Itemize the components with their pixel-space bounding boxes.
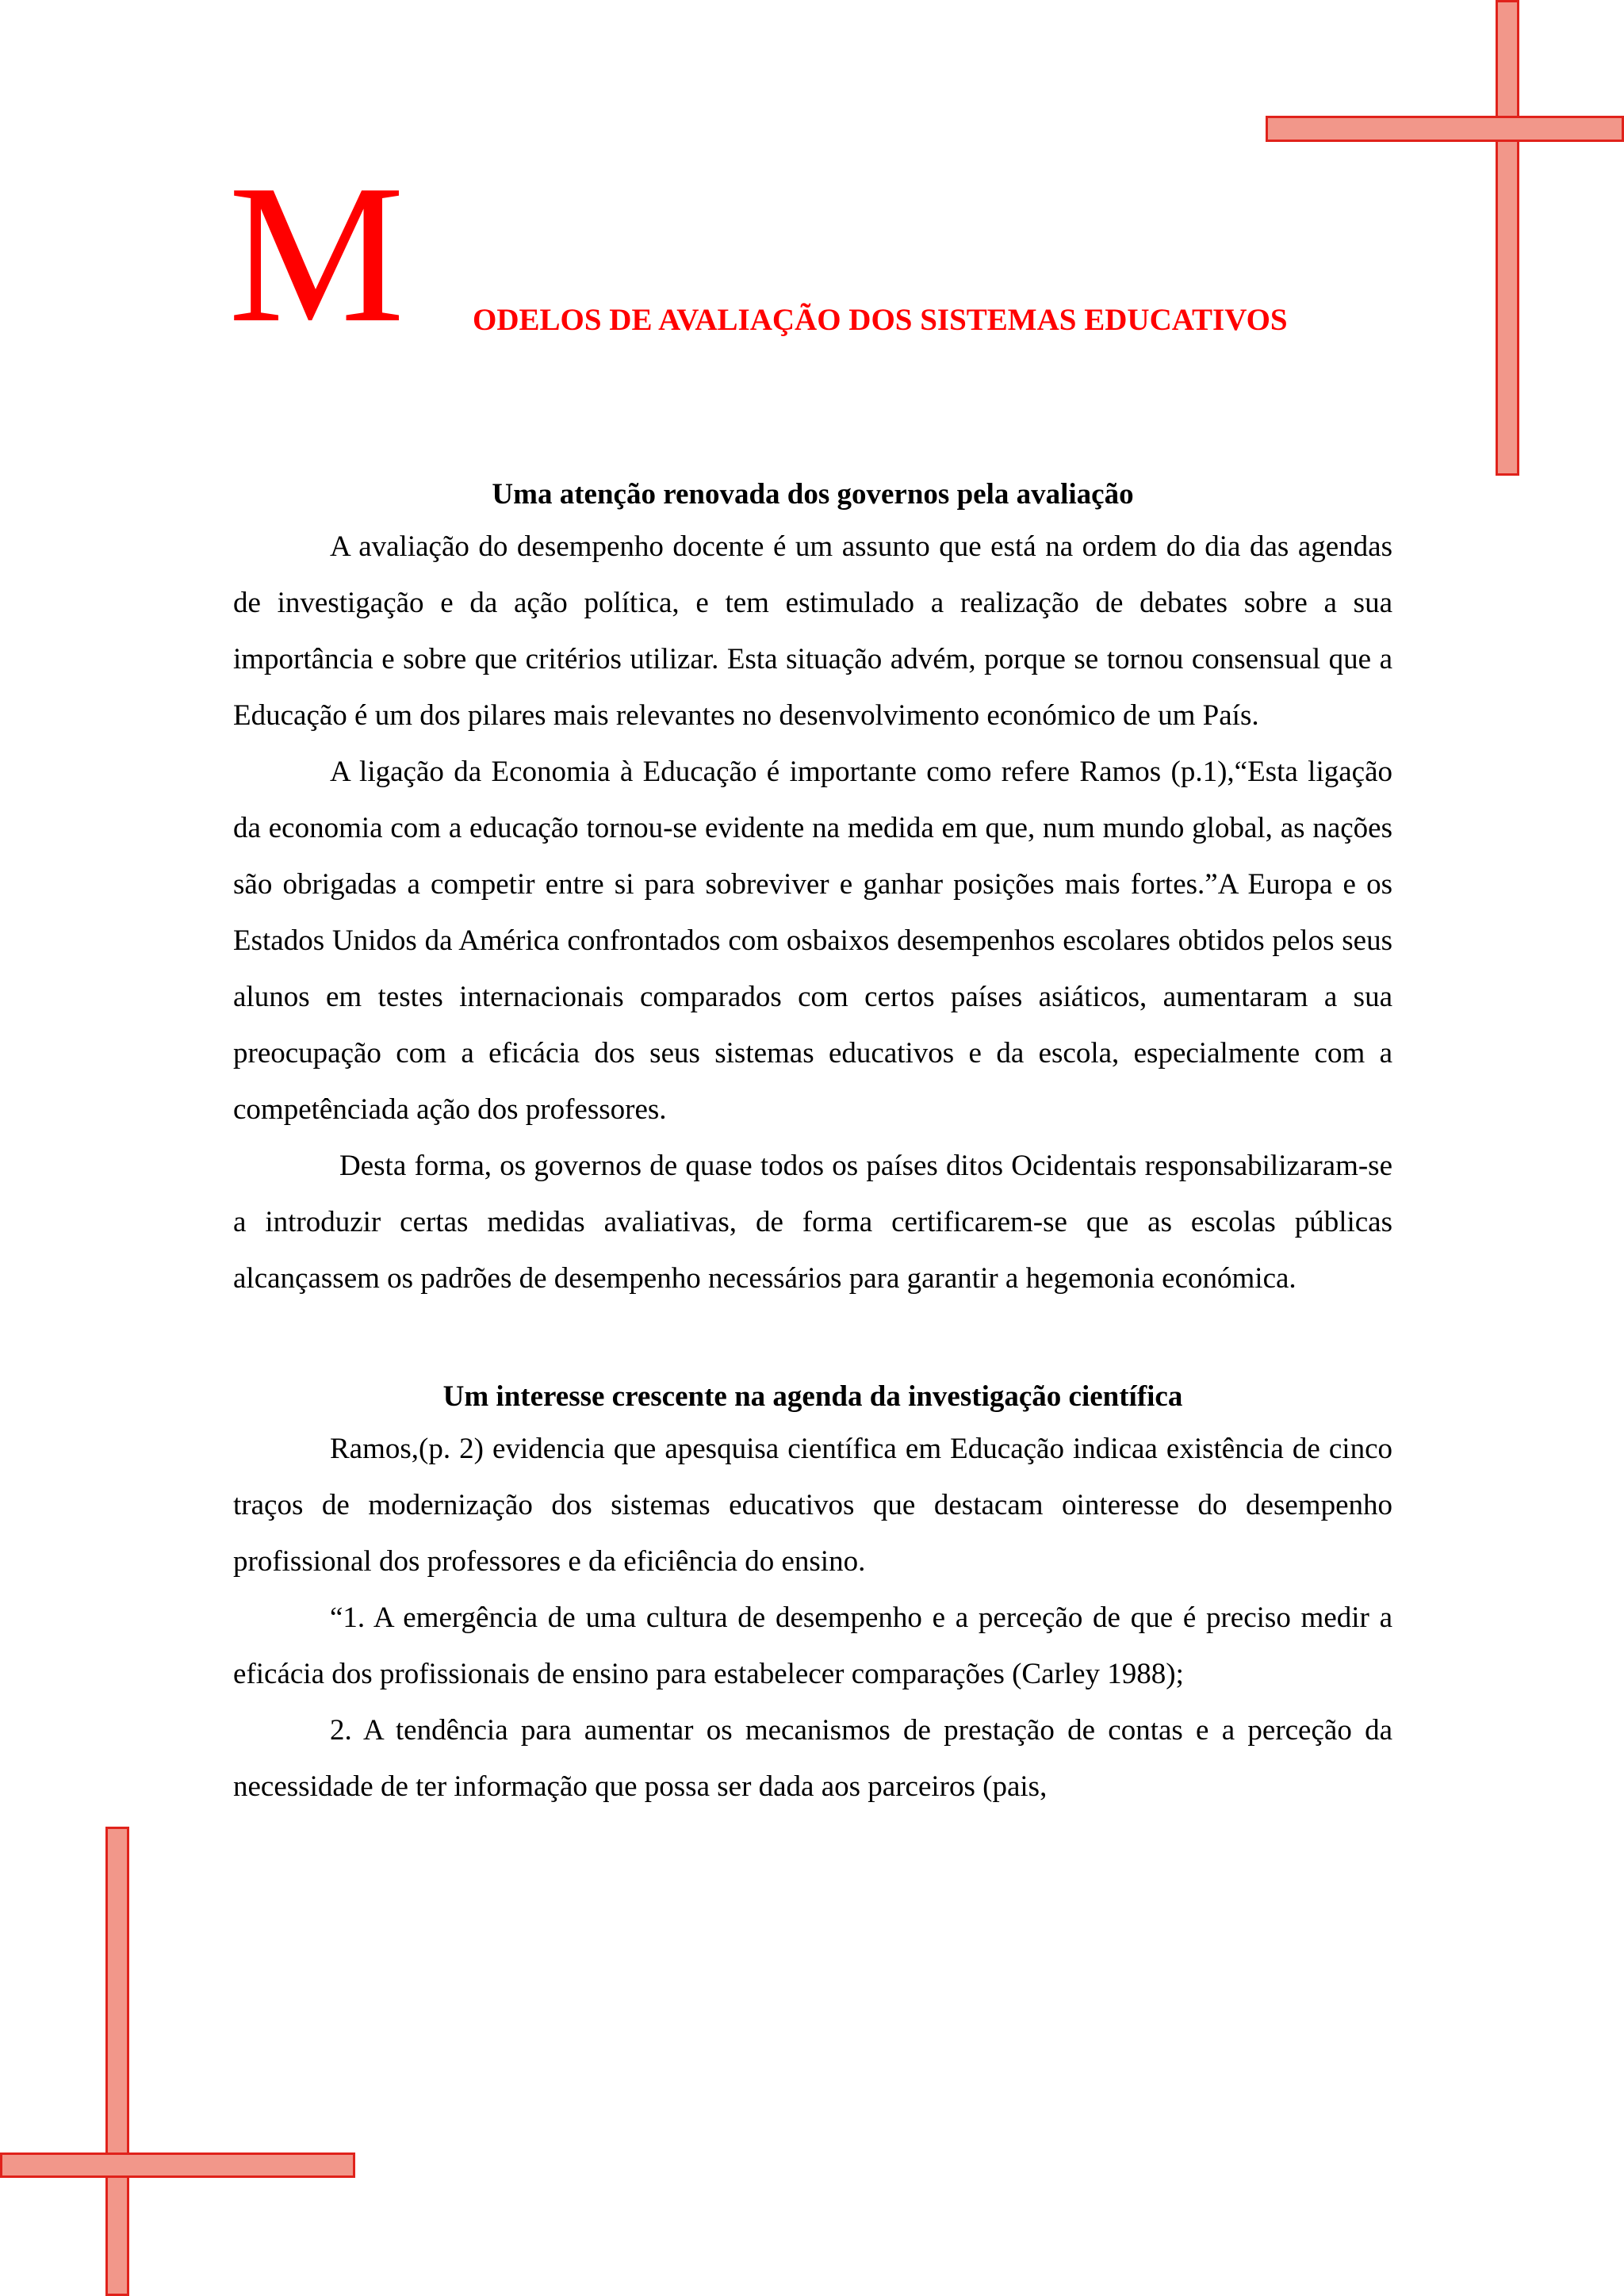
paragraph: A avaliação do desempenho docente é um assunto que está na ordem do dia das agendas de investigação e da ação política, e tem estimulado a realização de debates sobre a sua importância e sobre que critérios utilizar. Esta situação advém, porque se tornou consensual que a Educação é um dos pilares mais relevantes no desenvolvimento económico de um País.	[233, 530, 1392, 732]
document-body	[233, 474, 1392, 1815]
decorative-cross-top-right-vertical	[1496, 0, 1519, 476]
paragraph: A ligação da Economia à Educação é importante como refere Ramos (p.1),“Esta ligação da economia com a educação tornou-se evidente na medida em que, num mundo global, as nações são obrigadas a competir entre si para sobreviver e ganhar posições mais fortes.”A Europa e os Estados Unidos da América confrontados com osbaixos desempenhos escolares obtidos pelos seus alunos em testes internacionais comparados com certos países asiáticos, aumentaram a sua preocupação com a eficácia dos seus sistemas educativos e da escola, especialmente com a competênciada ação dos professores.	[233, 756, 1392, 1126]
paragraph: Desta forma, os governos de quase todos os países ditos Ocidentais responsabilizaram-se a introduzir certas medidas avaliativas, de forma certificarem-se que as escolas públicas alcançassem os padrões de desempenho necessários para garantir a hegemonia económica.	[233, 1150, 1392, 1295]
paragraph: Ramos,(p. 2) evidencia que apesquisa científica em Educação indicaa existência de cinco traços de modernização dos sistemas educativos que destacam ointeresse do desempenho profissional dos professores e da eficiência do ensino.	[233, 1433, 1392, 1578]
decorative-cross-bottom-left-vertical	[105, 1827, 129, 2296]
section-spacer	[233, 1307, 1392, 1376]
section-title-2: Um interesse crescente na agenda da investigação científica	[442, 1380, 1183, 1413]
paragraph: “1. A emergência de uma cultura de desempenho e a perceção de que é preciso medir a eficácia dos profissionais de ensino para estabelecer comparações (Carley 1988);	[233, 1601, 1392, 1690]
section-title-1: Uma atenção renovada dos governos pela avaliação	[492, 478, 1134, 511]
decorative-cross-bottom-left-horizontal	[0, 2152, 355, 2178]
paragraph: 2. A tendência para aumentar os mecanismos de prestação de contas e a perceção da necessidade de ter informação que possa ser dada aos parceiros (pais,	[233, 1714, 1392, 1803]
page-heading: ODELOS DE AVALIAÇÃO DOS SISTEMAS EDUCATIVOS	[473, 303, 1288, 337]
heading-drop-cap: M	[228, 144, 405, 364]
decorative-cross-top-right-horizontal	[1266, 116, 1624, 142]
